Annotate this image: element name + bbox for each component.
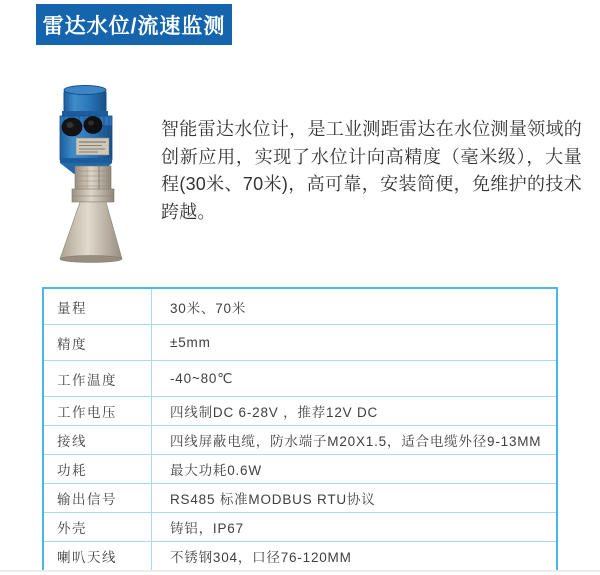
spec-label: 输出信号 bbox=[43, 484, 152, 513]
spec-table bbox=[42, 287, 558, 572]
radar-sensor-photo bbox=[30, 70, 160, 268]
spec-row-wiring bbox=[43, 426, 557, 455]
spec-label: 功耗 bbox=[43, 455, 152, 484]
spec-value: 30米、70米 bbox=[152, 288, 558, 325]
spec-label: 精度 bbox=[43, 325, 152, 361]
spec-row-horn-antenna bbox=[43, 542, 557, 572]
spec-label: 外壳 bbox=[43, 513, 152, 542]
spec-value: 最大功耗0.6W bbox=[152, 455, 558, 484]
bottom-divider bbox=[0, 570, 600, 572]
spec-value: 铸铝，IP67 bbox=[152, 513, 558, 542]
spec-value: RS485 标准MODBUS RTU协议 bbox=[152, 484, 558, 513]
spec-row-power-consumption bbox=[43, 455, 557, 484]
spec-row-operating-temperature bbox=[43, 361, 557, 397]
page-title-badge bbox=[36, 4, 232, 45]
spec-row-range bbox=[43, 288, 557, 325]
spec-label: 接线 bbox=[43, 426, 152, 455]
spec-row-housing bbox=[43, 513, 557, 542]
cable-gland-right bbox=[84, 117, 102, 134]
sensor-nameplate bbox=[76, 138, 109, 155]
sensor-thread-shape bbox=[75, 166, 111, 190]
spec-row-output-signal bbox=[43, 484, 557, 513]
sensor-cap-shape bbox=[62, 86, 108, 117]
spec-value: 不锈钢304，口径76-120MM bbox=[152, 542, 558, 572]
spec-label: 喇叭天线 bbox=[43, 542, 152, 572]
spec-value: 四线屏蔽电缆，防水端子M20X1.5，适合电缆外径9-13MM bbox=[152, 426, 558, 455]
spec-value: 四线制DC 6-28V ，推荐12V DC bbox=[152, 397, 558, 426]
spec-value: ±5mm bbox=[152, 325, 558, 361]
horn-antenna-shape bbox=[60, 202, 122, 263]
page-title: 雷达水位/流速监测 bbox=[42, 14, 226, 38]
spec-label: 工作电压 bbox=[43, 397, 152, 426]
spec-row-operating-voltage bbox=[43, 397, 557, 426]
spec-label: 工作温度 bbox=[43, 361, 152, 397]
sensor-flange-shape bbox=[72, 189, 114, 202]
product-description: 智能雷达水位计，是工业测距雷达在水位测量领域的创新应用，实现了水位计向高精度（毫米级），大量程(30米、70米)，高可靠，安装简便，免维护的技术跨越。 bbox=[161, 119, 582, 222]
spec-value: -40~80℃ bbox=[152, 361, 558, 397]
spec-label: 量程 bbox=[43, 288, 152, 325]
spec-row-accuracy bbox=[43, 325, 557, 361]
